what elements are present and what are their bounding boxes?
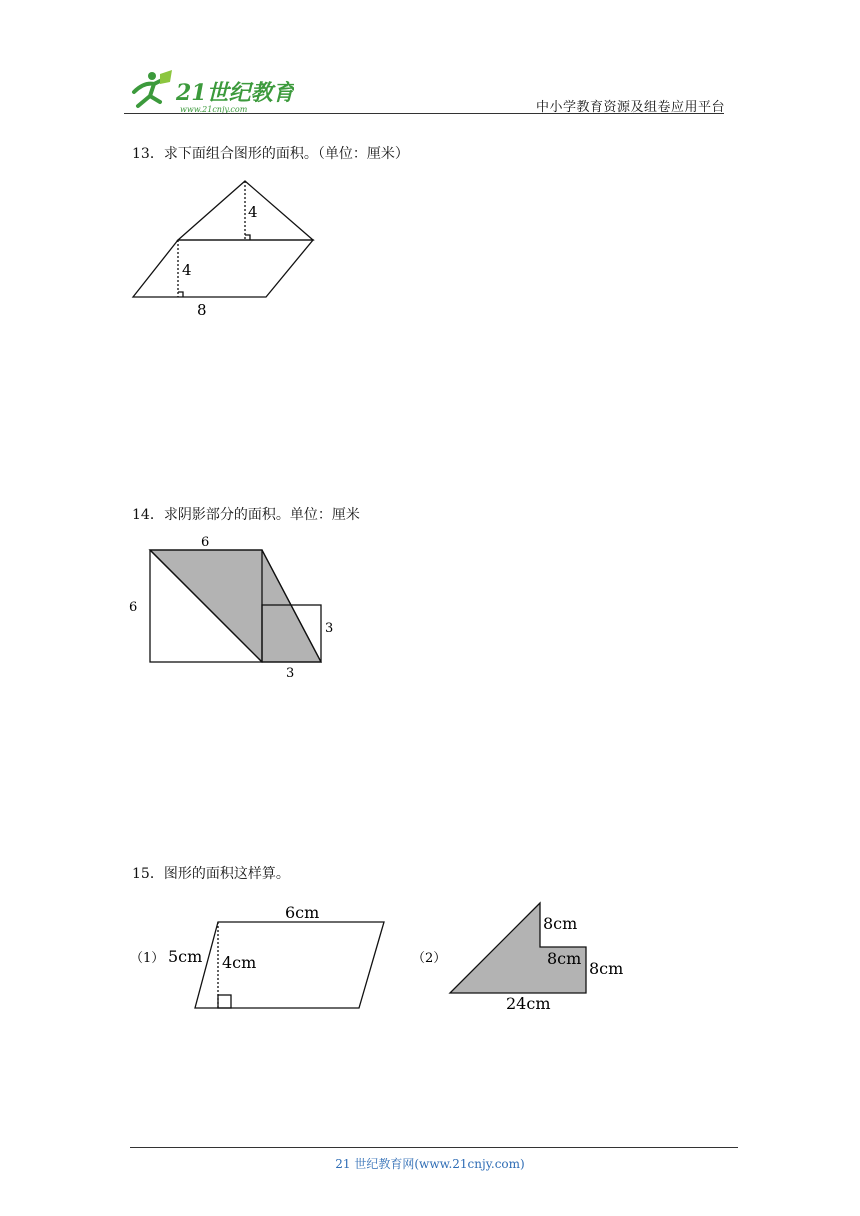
- header-platform-text: 中小学教育资源及组卷应用平台: [535, 100, 725, 115]
- question-13-title: 13．求下面组合图形的面积。（单位：厘米）: [132, 146, 409, 162]
- q15-label-top-right: 8cm: [543, 914, 578, 933]
- q15-part1-label: （1）: [130, 951, 165, 966]
- footer-divider: [130, 1147, 738, 1148]
- q13-figure: [133, 181, 313, 297]
- q13-right-angle-2: [178, 292, 183, 297]
- q15-label-side: 5cm: [168, 947, 203, 966]
- q13-parallelogram: [133, 240, 313, 297]
- q15-label-height: 4cm: [222, 953, 257, 972]
- q15-part2-label: （2）: [412, 951, 447, 966]
- q14-label-left: 6: [129, 600, 138, 615]
- q15-label-right: 8cm: [589, 959, 624, 978]
- logo-subtext: www.21cnjy.com: [180, 105, 248, 114]
- q14-figure: [150, 550, 321, 662]
- footer-link-text[interactable]: 21 世纪教育网(www.21cnjy.com): [335, 1157, 525, 1171]
- q15-right-angle: [218, 995, 231, 1008]
- q15-label-bottom: 24cm: [506, 994, 551, 1013]
- q14-label-top: 6: [201, 535, 210, 550]
- q13-right-angle-1: [245, 235, 250, 240]
- q14-label-small-width: 3: [286, 666, 295, 681]
- q14-label-small-height: 3: [325, 621, 334, 636]
- logo-text: 21世纪教育: [176, 80, 294, 106]
- q13-label-parallelogram-height: 4: [182, 261, 192, 279]
- q15-label-step: 8cm: [547, 949, 582, 968]
- q15-label-top: 6cm: [285, 903, 320, 922]
- question-15-title: 15．图形的面积这样算。: [132, 866, 290, 882]
- question-14-title: 14．求阴影部分的面积。单位：厘米: [132, 507, 360, 523]
- q14-shaded-region: [150, 550, 321, 662]
- q13-label-base: 8: [197, 301, 207, 319]
- q13-label-triangle-height: 4: [248, 203, 258, 221]
